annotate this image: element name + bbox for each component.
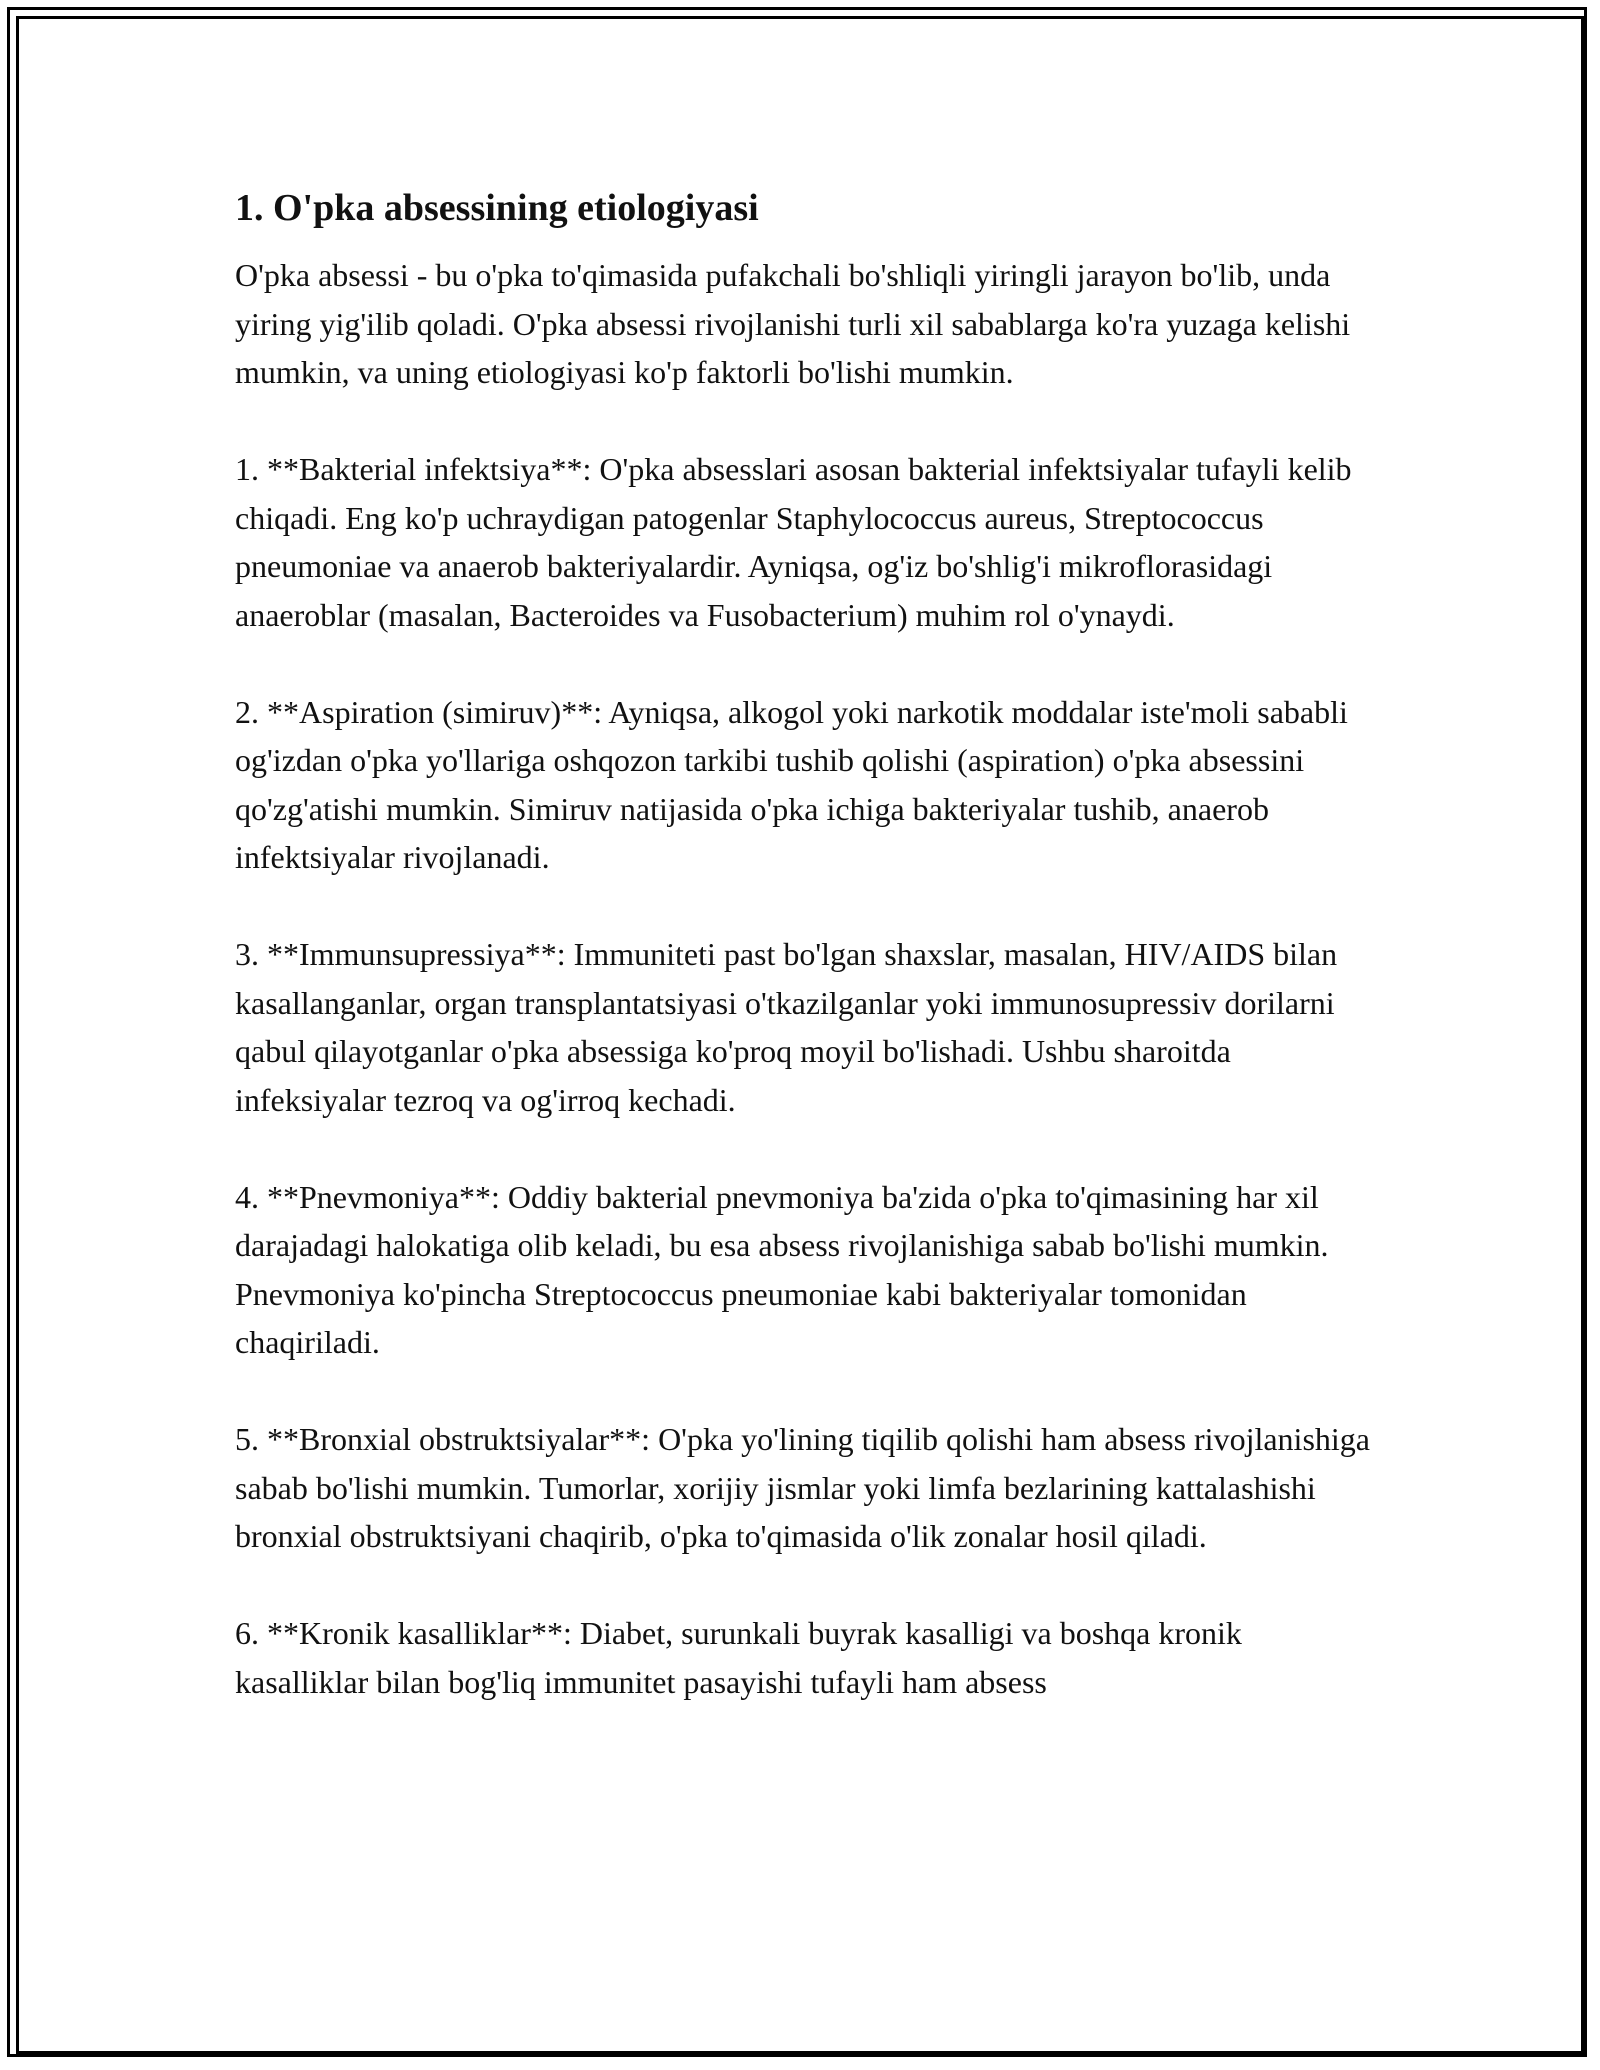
paragraph-immunosuppression: 3. **Immunsupressiya**: Immuniteti past bo'lgan shaxslar, masalan, HIV/AIDS bilan kasallanganlar, organ transplantatsiyasi o'tkazilganlar yoki immunosupressiv dorilarni qabul qilayotganlar o'pka absessiga ko'proq moyil bo'lishadi. Ushbu sharoitda infeksiyalar tezroq va og'irroq kechadi.	[235, 936, 1338, 1118]
paragraph-aspiration: 2. **Aspiration (simiruv)**: Ayniqsa, alkogol yoki narkotik moddalar iste'moli sababli og'izdan o'pka yo'llariga oshqozon tarkibi tushib qolishi (aspiration) o'pka absessini qo'zg'atishi mumkin. Simiruv natijasida o'pka ichiga bakteriyalar tushib, anaerob infektsiyalar rivojlanadi.	[235, 693, 1348, 875]
document-body	[235, 185, 1375, 1755]
paragraph-bacterial-infection: 1. **Bakterial infektsiya**: O'pka absesslari asosan bakterial infektsiyalar tufayli kelib chiqadi. Eng ko'p uchraydigan patogenlar Staphylococcus aureus, Streptococcus pneumoniae va anaerob bakteriyalardir. Ayniqsa, og'iz bo'shlig'i mikroflorasidagi anaeroblar (masalan, Bacteroides va Fusobacterium) muhim rol o'ynaydi.	[235, 451, 1352, 633]
paragraph-pneumonia: 4. **Pnevmoniya**: Oddiy bakterial pnevmoniya ba'zida o'pka to'qimasining har xil darajadagi halokatiga olib keladi, bu esa absess rivojlanishiga sabab bo'lishi mumkin. Pnevmoniya ko'pincha Streptococcus pneumoniae kabi bakteriyalar tomonidan chaqiriladi.	[235, 1178, 1329, 1360]
page-title: 1. O'pka absessining etiologiyasi	[235, 187, 759, 229]
paragraph-bronchial-obstruction: 5. **Bronxial obstruktsiyalar**: O'pka yo'lining tiqilib qolishi ham absess rivojlanishiga sabab bo'lishi mumkin. Tumorlar, xorijiy jismlar yoki limfa bezlarining kattalashishi bronxial obstruktsiyani chaqirib, o'pka to'qimasida o'lik zonalar hosil qiladi.	[235, 1421, 1370, 1554]
paragraph-intro: O'pka absessi - bu o'pka to'qimasida pufakchali bo'shliqli yiringli jarayon bo'lib, unda yiring yig'ilib qoladi. O'pka absessi rivojlanishi turli xil sabablarga ko'ra yuzaga kelishi mumkin, va uning etiologiyasi ko'p faktorli bo'lishi mumkin.	[235, 257, 1351, 390]
paragraph-chronic-diseases: 6. **Kronik kasalliklar**: Diabet, surunkali buyrak kasalligi va boshqa kronik kasalliklar bilan bog'liq immunitet pasayishi tufayli ham absess	[235, 1615, 1242, 1700]
